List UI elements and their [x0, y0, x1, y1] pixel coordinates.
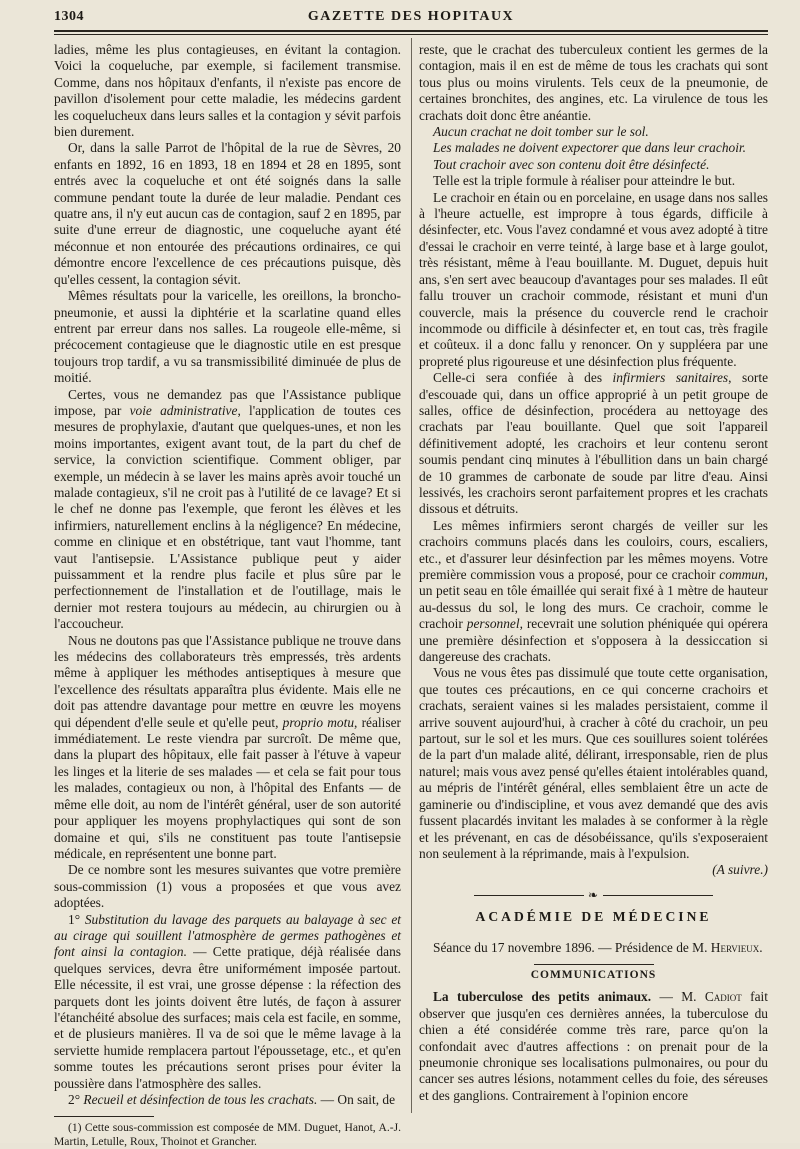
- italic-run: Substitution du lavage des parquets au balayage à sec et au cirage qui souillent l'atmosphère de germes pathogènes et font ainsi la contagion.: [54, 911, 401, 960]
- text-run: — Cette pratique, déjà réalisée dans quelques services, devra être uniformément imposée partout. Elle nécessite, il est vrai, une grosse dépense : la réfection des parquets dont les joints doivent être lutés, de façon à assurer l'étanchéité absolue des surfaces; mais cela est facile, en somme, et de plusieurs manières. Il va de soi que le même lavage à la serviette humide remplacera partout l'époussetage, etc., et qu'en somme toutes les précautions seront prises pour éviter la poussière dans l'atmosphère des salles.: [54, 944, 401, 1091]
- sub-rule: [534, 964, 654, 965]
- ornament-line: [603, 895, 713, 896]
- column-separator: [411, 38, 412, 1113]
- italic-run: proprio motu: [282, 714, 355, 730]
- paragraph: De ce nombre sont les mesures suivantes que votre première sous-commission (1) vous a proposées et que vous avez adoptées.: [54, 862, 401, 911]
- paragraph: [419, 370, 768, 518]
- footnote: (1) Cette sous-commission est composée de MM. Duguet, Hanot, A.-J. Martin, Letulle, Roux, Thoinot et Grancher.: [54, 1121, 401, 1149]
- text-run: , un petit seau en tôle émaillée qui serait fixé à 1 mètre de hauteur au-dessus du sol, le long des murs. Ce crachoir, comme le crachoir: [419, 567, 768, 632]
- section-heading: ACADÉMIE DE MÉDECINE: [475, 909, 712, 925]
- header-rule-thin: [54, 34, 768, 35]
- text-run: , l'application de toutes ces mesures de prophylaxie, d'autant que quelques-unes, et non les moins importantes, exigent avant tout, de la part du chef de service, la conviction scientifique. Comment obliger, par exemple, un médecin à se laver les mains après avoir touché un malade contagieux, s'il ne croit pas à l'utilité de ce lavage? Et si le chef ne donne pas l'exemple, que feront les élèves et les infirmiers, naturellement enclins à la négligence? En médecine, comme en clinique et en obstétrique, tant vaut l'homme, tant vaut l'antisepsie. L'Assistance publique peut y aider puissamment et la rendre plus facile et plus sûre par le perfectionnement de l'installation et de l'outillage, mais le dernier mot restera toujours au médecin, au chirurgien ou à l'accoucheur.: [54, 402, 402, 632]
- header-rule: [54, 30, 768, 32]
- paragraph: [54, 1092, 401, 1108]
- italic-run: infirmiers sanitaires: [612, 370, 729, 386]
- italic-run: personnel: [466, 616, 520, 632]
- session-line: [419, 940, 768, 956]
- section-ornament: ❧: [419, 887, 768, 903]
- rule-line: Tout crachoir avec son contenu doit être désinfecté.: [433, 156, 710, 172]
- text-run: , recevrait une solution phéniquée qui opérera une première désinfection et s'opposera à la dessiccation si dangereuse des crachats.: [419, 616, 768, 665]
- author-name: Cadiot: [704, 989, 742, 1005]
- paragraph: Telle est la triple formule à réaliser pour atteindre le but.: [433, 173, 736, 189]
- text-run: Certes, vous ne demandez pas que l'Assistance publique impose, par: [54, 386, 401, 418]
- rule-line: Aucun crachat ne doit tomber sur le sol.: [433, 124, 649, 140]
- paragraph: reste, que le crachat des tuberculeux contient les germes de la contagion, mais il en est de même de tous les crachats qui sont tous plus ou moins virulents. Tels ceux de la pneumonie, de certaines bronchites, des angines, etc. La virulence de tous les crachats doit donc être anéantie.: [419, 42, 768, 123]
- italic-run: commun: [719, 567, 765, 582]
- left-column: [54, 42, 401, 1149]
- text-run: Les mêmes infirmiers seront chargés de veiller sur les crachoirs communs placés dans les couloirs, cours, escaliers, etc., et d'assurer leur désinfection par les mêmes moyens. Votre première commission vous a proposé, pour ce crachoir: [419, 517, 768, 582]
- list-number: 2°: [68, 1092, 81, 1107]
- paragraph: Or, dans la salle Parrot de l'hôpital de la rue de Sèvres, 20 enfants en 1892, 16 en 1893, 18 en 1894 et 28 en 1895, sont entrés avec la coqueluche et ont été soignés dans la salle commune pendant toute la durée de leur maladie. Pendant ces quatre ans, il n'y eut aucun cas de contagion, sauf 2 en 1895, par suite d'une erreur de diagnostic, une coqueluche ayant été méconnue et non entourée des précautions ordinaires, ce qui démontre encore l'excellence de ces précautions puisque, dès qu'elles cessent, la contagion sévit.: [54, 140, 401, 287]
- italic-run: Recueil et désinfection de tous les crachats.: [83, 1092, 318, 1107]
- rule-line: Les malades ne doivent expectorer que dans leur crachoir.: [433, 140, 746, 156]
- ornament-line: [474, 895, 584, 896]
- to-be-continued: (A suivre.): [712, 862, 768, 878]
- paragraph: Le crachoir en étain ou en porcelaine, en usage dans nos salles à l'heure actuelle, est impropre à tous égards, difficile à désinfecter, etc. Vous l'avez condamné et vous avez adopté à titre d'essai le crachoir en verre teinté, à large base et à large goulot, très résistant, même à l'eau bouillante. M. Duguet, depuis huit ans, s'en sert avec beaucoup d'avantages pour ses malades. Il eût fallu trouver un crachoir commode, résistant et muni d'un couvercle, mais la présence du couvercle rend le crachoir incommode ou difficile à désinfecter et, en tout cas, très fragile et coûteux. il a donc fallu y renoncer. On y suppléera par une propreté plus rigoureuse et une désinfection plus fréquente.: [419, 189, 768, 369]
- text-run: , réaliser immédiatement. Le reste viendra par surcroît. De même que, dans la plupart des hôpitaux, elle fait passer à l'étuve à vapeur les linges et la literie de ses malades — et cela se fait pour tous les malades, contagieux ou non, à l'hôpital des Enfants — de même elle doit, au nom de l'intérêt général, user de son autorité pour appliquer les moyens prophylactiques qui sont de son domaine et qui, s'ils ne constituent pas toute l'antisepsie médicale, en représentent une bonne part.: [54, 714, 401, 861]
- text-run: Celle-ci sera confiée à des: [433, 370, 613, 386]
- text-run: , sorte d'escouade qui, dans un office approprié à un petit groupe de salles, office de désinfection, procédera au nettoyage des crachats par l'eau bouillante. Quel que soit l'appareil définitivement adopté, les crachoirs et leur contenu seront soumis pendant cinq minutes à l'ébullition dans un bain chargé de 10 grammes de carbonate de soude par litre d'eau. Ainsi lessivés, les crachoirs seront parfaitement propres et les crachats dissous et détruits.: [419, 370, 769, 517]
- text-run: Nous ne doutons pas que l'Assistance publique ne trouve dans les médecins des collaborateurs très empressés, très ardents même à appliquer les méthodes antiseptiques à mesure que l'excellence des résultats apparaîtra plus évidente. Mais elle ne doit pas attendre davantage pour mettre en œuvre les moyens qui dépendent d'elle seule et qu'elle peut,: [54, 632, 401, 730]
- paragraph: [54, 387, 401, 633]
- text-run: — M.: [651, 989, 705, 1005]
- paragraph: [54, 633, 401, 863]
- paragraph: [54, 912, 401, 1092]
- paragraph: [419, 989, 768, 1104]
- text-run: Séance du 17 novembre 1896. — Présidence de M.: [433, 939, 711, 955]
- page-number: 1304: [54, 9, 84, 24]
- paragraph: Mêmes résultats pour la varicelle, les oreillons, la broncho-pneumonie, et aussi la diphtérie et la scarlatine quand elles entrent par erreur dans nos salles. La rougeole elle-même, si précocement contagieuse que le diagnostic utile en est presque toujours trop tardif, a vu sa transmissibilité diminuée de plus de moitié.: [54, 288, 401, 386]
- paragraph: [419, 518, 768, 666]
- subsection-heading: COMMUNICATIONS: [530, 968, 657, 981]
- right-column: [419, 42, 768, 1104]
- text-run: — On sait, de: [317, 1092, 396, 1107]
- journal-title: GAZETTE DES HOPITAUX: [307, 9, 515, 24]
- text-run: fait observer que jusqu'en ces dernières années, la tuberculose du chien a été considérée comme très rare, parce qu'on la confondait avec d'autres affections : on prenait pour de la pneumonie chronique ses localisations pulmonaires, ou pour du cancer ses autres lésions, notamment celles du foie, des séreuses et des ganglions. Contrairement à l'opinion encore: [419, 989, 768, 1103]
- paragraph: ladies, même les plus contagieuses, en évitant la contagion. Voici la coqueluche, par exemple, si facilement transmise. Comme, dans nos hôpitaux d'enfants, il n'existe pas encore de pavillon d'isolement pour cette maladie, les médecins gardent les coquelucheux dans leurs salles et la contagion y sévit parfois bien durement.: [54, 42, 401, 140]
- article-title: La tuberculose des petits animaux.: [433, 989, 652, 1005]
- italic-run: voie administrative: [129, 402, 238, 418]
- page-header: [54, 6, 768, 30]
- footnote-rule: [54, 1116, 154, 1117]
- list-number: 1°: [68, 911, 81, 927]
- paragraph: Vous ne vous êtes pas dissimulé que toute cette organisation, que toutes ces précautions, en ce qui concerne crachoirs et crachats, seraient vaines si les malades persistaient, comme il arrive souvent aujourd'hui, à cracher à côté du crachoir, un peu partout, sur le sol et les murs. Que ces souillures soient tolérées de la part d'un malade alité, délirant, irresponsable, rien de plus naturel; mais vous avez pensé qu'elles étaient intolérables quand, au mépris de l'intérêt général, elles semblaient être un acte de gaminerie ou d'indiscipline, et vous avez demandé que des avis fussent placardés invitant les malades à se conformer à la règle et les prévenant, en cas de désobéissance, qu'ils s'exposeraient non seulement à la réprimande, mais à l'expulsion.: [419, 665, 768, 861]
- president-name: Hervieux.: [710, 939, 763, 955]
